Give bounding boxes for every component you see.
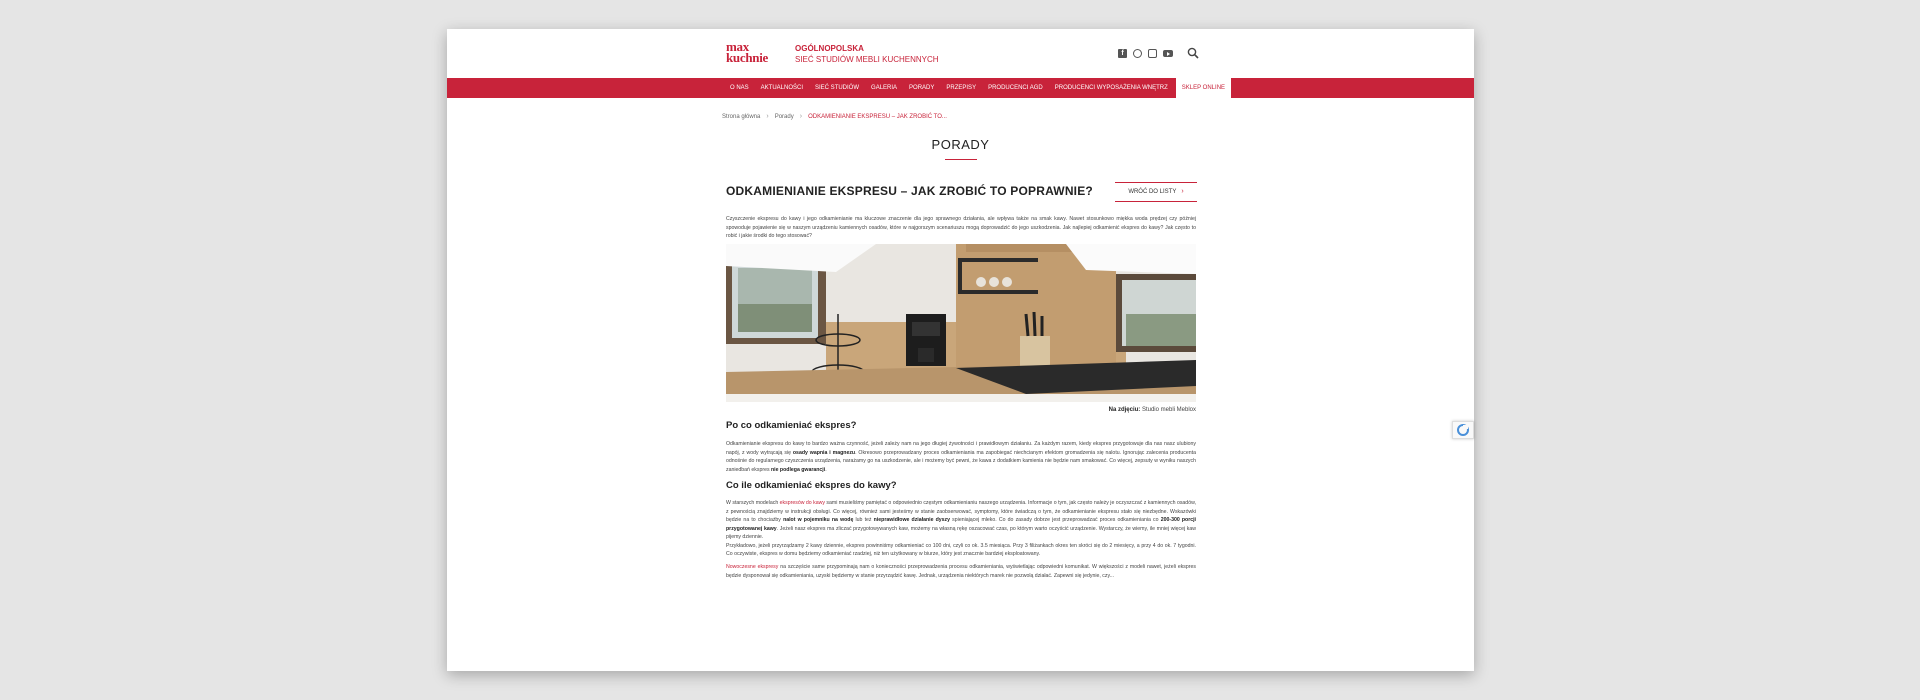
back-to-list-label: WRÓĆ DO LISTY <box>1128 189 1177 195</box>
text-run: spieniającej mleko. Co do zasady dobrze jest przeprowadzać proces odkamieniania co <box>950 517 1161 523</box>
chevron-right-icon: › <box>1181 188 1184 195</box>
section-title-underline <box>945 159 977 160</box>
text-run: na szczęście same przypominają nam o konieczności przeprowadzenia procesu odkamieniania, wyświetlając odpowiedni komunikat. W większości z modeli nawet, jeżeli ekspres będzie dysponował się odkamieniania, uzyski będziemy w stanie przyrządzić kawę. Jednak, urządzenia niektórych marek nie pozwolą działać. Zapewni się jedynie, czy... <box>726 564 1196 579</box>
article-body-section2 <box>726 499 1196 559</box>
text-run: sami musieliśmy pamiętać o odpowiednio częstym odkamienianiu naszego urządzenia. Informacje o tym, jak często należy je oczyszczać z kamiennych osadów, z pewnością znajdziemy w instrukcji obsługi. Co więcej, również sami jesteśmy w stanie zaobserwować, symptomy, które świadczą o tym, że odkamienianie ekspresu stało się niezbędne. Wskazówki będzie na to chociażby <box>726 500 1196 523</box>
article-body-section3 <box>726 563 1196 580</box>
photo-caption <box>726 407 1196 413</box>
main-nav <box>447 78 1474 98</box>
tagline-line1: OGÓLNOPOLSKA <box>795 44 864 53</box>
nav-item-porady[interactable]: PORADY <box>909 85 935 91</box>
tagline-line2: SIEĆ STUDIÓW MEBLI KUCHENNYCH <box>795 55 939 64</box>
breadcrumb-home[interactable]: Strona główna <box>722 113 761 120</box>
nav-item-producenci-wyposazenia[interactable]: PRODUCENCI WYPOSAŻENIA WNĘTRZ <box>1054 85 1168 91</box>
caption-text: Studio mebli Meblox <box>1141 407 1196 413</box>
breadcrumb-section[interactable]: Porady <box>774 113 794 120</box>
article-body-section1 <box>726 440 1196 474</box>
bold-text: 200-300 porcji przygotowanej kawy <box>726 517 1197 532</box>
nav-item-przepisy[interactable]: PRZEPISY <box>946 85 977 91</box>
recaptcha-icon <box>1453 422 1473 438</box>
section3-paragraph <box>726 563 1196 580</box>
site-header <box>447 29 1474 78</box>
article-intro <box>726 215 1196 241</box>
nav-item-sklep-online[interactable]: SKLEP ONLINE <box>1176 78 1231 98</box>
heading-co-ile-odkamieniac: Co ile odkamieniać ekspres do kawy? <box>726 480 897 491</box>
back-to-list-button[interactable] <box>1115 182 1197 202</box>
section-title: PORADY <box>931 137 990 152</box>
search-icon[interactable] <box>1187 47 1199 59</box>
text-run: . <box>825 466 827 473</box>
chevron-right-icon: › <box>766 113 769 120</box>
text-run: W starszych modelach <box>726 500 780 506</box>
instagram-icon[interactable] <box>1148 49 1157 58</box>
page-frame <box>447 29 1474 671</box>
bold-text: nalot w pojemniku na wodę <box>783 517 854 523</box>
logo-line2: kuchnie <box>726 50 768 65</box>
text-run: . Okresowo przeprowadzany proces odkamieniania ma zapobiegać niechcianym efektom gromadzenia się nalotu. Ignorując zalecenia producenta odnośnie do regularnego czyszczenia urządzenia, narażamy go na uszkodzenie, ale i możemy być pewni, że kawa z dodatkiem kamienia nie będzie nam smakować. Co więcej, zepsuty w wyniku naszych zaniedbań ekspres <box>726 449 1197 473</box>
section1-paragraph <box>726 440 1196 474</box>
recaptcha-badge[interactable] <box>1452 421 1474 439</box>
link-ekspresy-do-kawy[interactable]: ekspresów do kawy <box>779 500 825 506</box>
text-run: Odkamienianie ekspresu do kawy to bardzo ważna czynność, jeżeli zależy nam na jego długiej żywotności i prawidłowym działaniu. Za każdym razem, kiedy ekspres przygotowuje dla nas nasz ulubiony napój, z wody wytrącają się <box>726 441 1196 456</box>
nav-item-siec-studiow[interactable]: SIEĆ STUDIÓW <box>815 85 860 91</box>
breadcrumb <box>722 113 947 120</box>
breadcrumb-current: ODKAMIENIANIE EKSPRESU – JAK ZROBIĆ TO... <box>808 113 947 120</box>
intro-paragraph: Czyszczenie ekspresu do kawy i jego odkamienianie ma kluczowe znaczenie dla jego sprawnego działania, ale wpływa także na smak kawy. Nawet stosunkowo miękka woda prędzej czy później spowoduje pojawienie się w naszym urządzeniu kamiennych osadów, które w najgorszym scenariuszu mogą doprowadzić do jego uszkodzenia. Jak najlepiej odkamienić ekspres do kawy? Jak często to robić i jakie środki do tego stosować? <box>726 216 1196 239</box>
nav-item-galeria[interactable]: GALERIA <box>871 85 898 91</box>
facebook-icon[interactable]: f <box>1118 49 1127 58</box>
bold-text: nie podlega gwarancji <box>771 466 826 473</box>
text-run: lub też <box>853 517 874 523</box>
section2-paragraph2: Przykładowo, jeżeli przyrządzamy 2 kawy dziennie, ekspres powinniśmy odkamieniać co 100 dni, czyli co ok. 3.5 miesiąca. Przy 3 filiżankach okres ten skróci się do 2 miesięcy, a przy 4 do ok. 7 tygodni. Co oczywiste, ekspres w domu będziemy odkamieniać rzadziej, niż ten użytkowany w biurze, który jest znacznie bardziej eksploatowany. <box>726 542 1196 557</box>
logo-line1: max <box>726 39 749 54</box>
nav-item-aktualnosci[interactable]: AKTUALNOŚCI <box>760 85 804 91</box>
link-nowoczesne-ekspresy[interactable]: Nowoczesne ekspresy <box>726 564 779 570</box>
nav-item-producenci-agd[interactable]: PRODUCENCI AGD <box>988 85 1043 91</box>
social-links <box>1118 49 1173 58</box>
caption-label: Na zdjęciu: <box>1108 407 1141 413</box>
chevron-right-icon: › <box>799 113 803 120</box>
heading-po-co-odkamieniac: Po co odkamieniać ekspres? <box>726 420 857 431</box>
site-tagline <box>795 43 939 65</box>
site-logo[interactable] <box>726 41 786 65</box>
pinterest-icon[interactable] <box>1133 49 1142 58</box>
bold-text: nieprawidłowe działanie dyszy <box>873 517 951 523</box>
kitchen-photo-image <box>726 244 1196 402</box>
text-run: . Jeżeli nasz ekspres ma zliczać przygotowywanych kaw, możemy na własną rękę oszacować czas, po którym warto oczyścić urządzenie. Wystarczy, że wiemy, ile mniej więcej kaw pijemy dziennie. <box>726 525 1196 540</box>
article-title: ODKAMIENIANIE EKSPRESU – JAK ZROBIĆ TO POPRAWNIE? <box>726 184 1093 198</box>
nav-item-o-nas[interactable]: O NAS <box>730 85 749 91</box>
bold-text: osady wapnia i magnezu <box>792 449 856 456</box>
youtube-icon[interactable] <box>1163 50 1173 57</box>
article-photo <box>726 244 1196 402</box>
section2-paragraph1 <box>726 499 1196 542</box>
